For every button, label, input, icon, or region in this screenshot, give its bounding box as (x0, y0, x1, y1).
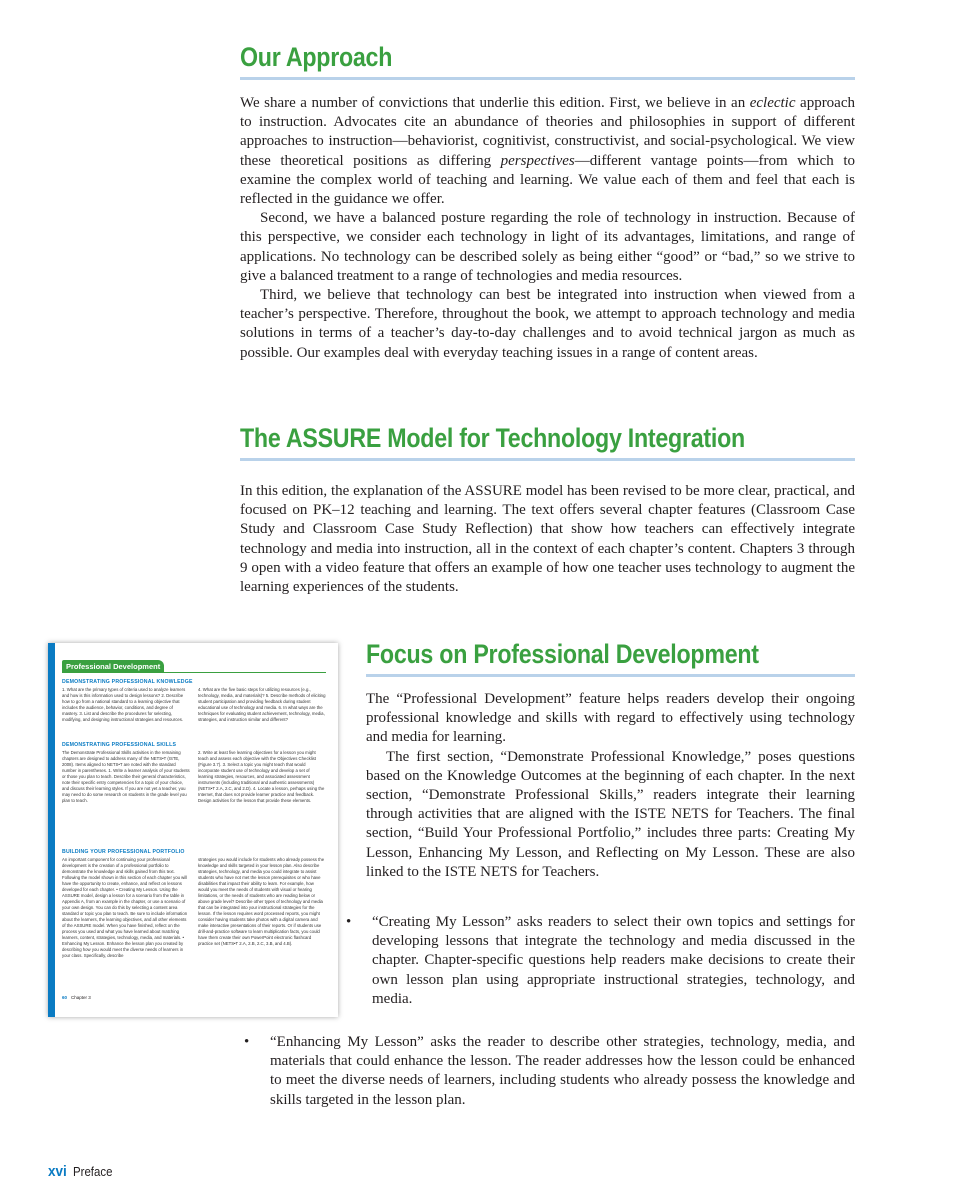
heading-rule (366, 674, 855, 677)
approach-paragraph-2: Second, we have a balanced posture regarding the role of technology in instruction. Because of this perspective, we consider each technology in light of its advantages, limitations, and range of applications. No technology can be described solely as being either “good” or “bad,” so we strive to give a balanced treatment to a range of technologies and media resources. (240, 210, 855, 284)
focus-paragraph-1: The “Professional Development” feature helps readers develop their ongoing professional knowledge and skills with regard to effectively using technology and media for learning. (366, 691, 855, 746)
section-heading-assure-model: The ASSURE Model for Technology Integration (240, 423, 745, 453)
thumbnail-column-text: 4. What are the five basic steps for utilizing resources (e.g., technology, media, and materials)? 5. Describe methods of eliciting student participation and providing feedback during student educational use of technology and media. 6. In what ways are the techniques for evaluating student achievement, technology, media, strategies, and instruction similar and different? (198, 687, 326, 722)
thumbnail-page-number: 60 (62, 995, 68, 1000)
bullet-glyph: • (346, 914, 352, 930)
thumbnail-footer (62, 995, 91, 1000)
bullet-glyph: • (244, 1034, 250, 1050)
thumbnail-sidebar-bar (48, 643, 55, 1017)
thumbnail-section-heading: DEMONSTRATING PROFESSIONAL SKILLS (62, 742, 177, 748)
approach-paragraph-3: Third, we believe that technology can best be integrated into instruction when viewed from a teacher’s perspective. Therefore, throughout the book, we attempt to approach technology and media solutions in terms of a teacher’s day-to-day challenges and to avoid technical jargon as much as possible. Our examples deal with everyday teaching issues in a range of content areas. (240, 287, 855, 361)
thumbnail-tab-rule (62, 672, 326, 673)
approach-paragraph-1: We share a number of convictions that underlie this edition. First, we believe in an eclectic approach to instruction. Advocates cite an abundance of theories and philosophies in support of different approaches to instruction—behaviorist, cognitivist, constructivist, and social-psychological. We view these theoretical positions as differing perspectives—different vantage points—from which to examine the complex world of teaching and learning. We value each of them and feel that each is reflected in the guidance we offer. (240, 95, 855, 208)
page-section-label: Preface (72, 1164, 113, 1179)
list-item-enhancing-my-lesson: • “Enhancing My Lesson” asks the reader to describe other strategies, technology, media, and materials that could enhance the lesson. The reader addresses how the lesson could be enhanced to meet the diverse needs of learners, including students who already possess the knowledge and skills targeted in the lesson plan. (244, 1034, 855, 1108)
thumbnail-section-heading: DEMONSTRATING PROFESSIONAL KNOWLEDGE (62, 679, 193, 685)
thumbnail-column-text: 1. What are the primary types of criteria used to analyze learners and how is this information used to design lessons? 2. Describe how to go from a national standard to a learning objective that includes the audience, behavior, conditions, and degree of mastery. 3. List and describe the procedures for selecting, modifying, and designing instructional strategies and resources. (62, 687, 186, 722)
thumbnail-tab-label: Professional Development (62, 660, 164, 673)
heading-rule (240, 77, 855, 80)
thumbnail-column-text: strategies you would include for students who already possess the knowledge and skills targeted in your lesson plan. Also describe strategies, technology, and media you could integrate to assist students who have not met the lesson prerequisites or who have disabilities that impact their ability to learn. For example, how would you meet the needs of students with visual or hearing limitations, or the needs of students who are reading below or above grade level? Describe other types of technology and media that can be integrated into your instructional strategies for the lesson. If the lesson requires word processed reports, you might consider having students take photos with a digital camera and make interactive presentations of their reports. Or if students use drill-and-practice software to learn multiplication facts, you could have them create their own PowerPoint electronic flashcard practice set (NETS•T 2.A, 2.B, 2.C, 3.B, and 4.B). (198, 857, 325, 946)
approach-body (240, 94, 855, 363)
assure-body (240, 482, 855, 597)
focus-paragraph-2: The first section, “Demonstrate Professional Knowledge,” poses questions based on the Knowledge Outcomes at the beginning of each chapter. In the next section, “Demonstrate Professional Skills,” readers integrate their learning through activities that are aligned with the ISTE NETS for Teachers. The final section, “Build Your Professional Portfolio,” includes three parts: Creating My Lesson, Enhancing My Lesson, and Reflecting on My Lesson. These are also linked to the ISTE NETS for Teachers. (366, 748, 855, 880)
thumbnail-section-heading: BUILDING YOUR PROFESSIONAL PORTFOLIO (62, 849, 185, 855)
section-heading-professional-development: Focus on Professional Development (366, 639, 759, 669)
focus-bullet-list-2 (240, 1033, 855, 1110)
thumbnail-chapter-label: Chapter 3 (71, 995, 91, 1000)
page-number: xvi (48, 1163, 67, 1180)
thumbnail-column-text: An important component for continuing your professional development is the creation of a professional portfolio to demonstrate the knowledge and skills gained from this text. Following the model shown in this section of each chapter you will have the opportunity to create, enhance, and reflect on lessons developed for each chapter. • Creating My Lesson. Using the ASSURE model, design a lesson for a scenario from the table in Appendix A, from an example in the chapter, or use a scenario of your own design. You can do this by selecting a content area standard or topic you plan to teach. Be sure to include information about the learners, the learning objectives, and all other elements of the ASSURE model. When you have finished, reflect on the process you used and what you have learned about matching learners, content, strategies, technology, media, and materials. • Enhancing My Lesson. Enhance the lesson plan you created by describing how you would meet the diverse needs of learners in your class. Specifically, describe (62, 857, 188, 958)
focus-body (366, 690, 855, 882)
assure-paragraph-1: In this edition, the explanation of the ASSURE model has been revised to be more clear, practical, and focused on PK–12 teaching and learning. The text offers several chapter features (Classroom Case Study and Classroom Case Study Reflection) that show how teachers can effectively integrate technology and media into instruction, all in the context of each chapter’s content. Chapters 3 through 9 open with a video feature that offers an example of how one teacher uses technology to augment the learning experiences of the students. (240, 483, 855, 596)
focus-bullet-list-1 (342, 913, 855, 1009)
thumbnail-column-text: 2. Write at least five learning objectives for a lesson you might teach and assess each objective with the Objectives Checklist (Figure 3.7). 3. Select a topic you might teach that would incorporate student use of technology and develop a set of learning strategies, resources, and associated assessment instruments (including traditional and authentic assessments) (NETS•T 2.A, 2.C, and 2.D). 4. Locate a lesson, perhaps using the Internet, that does not provide learner practice and feedback. Design activities for the lesson that provide these elements. (198, 750, 325, 803)
section-heading-our-approach: Our Approach (240, 42, 393, 72)
heading-rule (240, 458, 855, 461)
list-item-creating-my-lesson: • “Creating My Lesson” asks readers to select their own topics and settings for developing lessons that integrate the technology and media discussed in the chapter. Chapter-specific questions help readers make decisions to create their own lesson plan using appropriate instructional strategies, technology, and media. (346, 914, 855, 1007)
professional-development-page-thumbnail (48, 643, 338, 1017)
page-folio (48, 1163, 118, 1181)
thumbnail-column-text: The Demonstrate Professional Skills activities in the remaining chapters are designed to address many of the NETS•T (ISTE, 2008). Items aligned to NETS•T are noted with the standard number in parentheses. 1. Write a learner analysis of your students or those you plan to teach. Describe their general characteristics, note their specific entry competencies for a topic of your choice, and discuss their learning styles. If you are not yet a teacher, you may need to do some research on students in the grade level you plan to teach. (62, 750, 190, 803)
